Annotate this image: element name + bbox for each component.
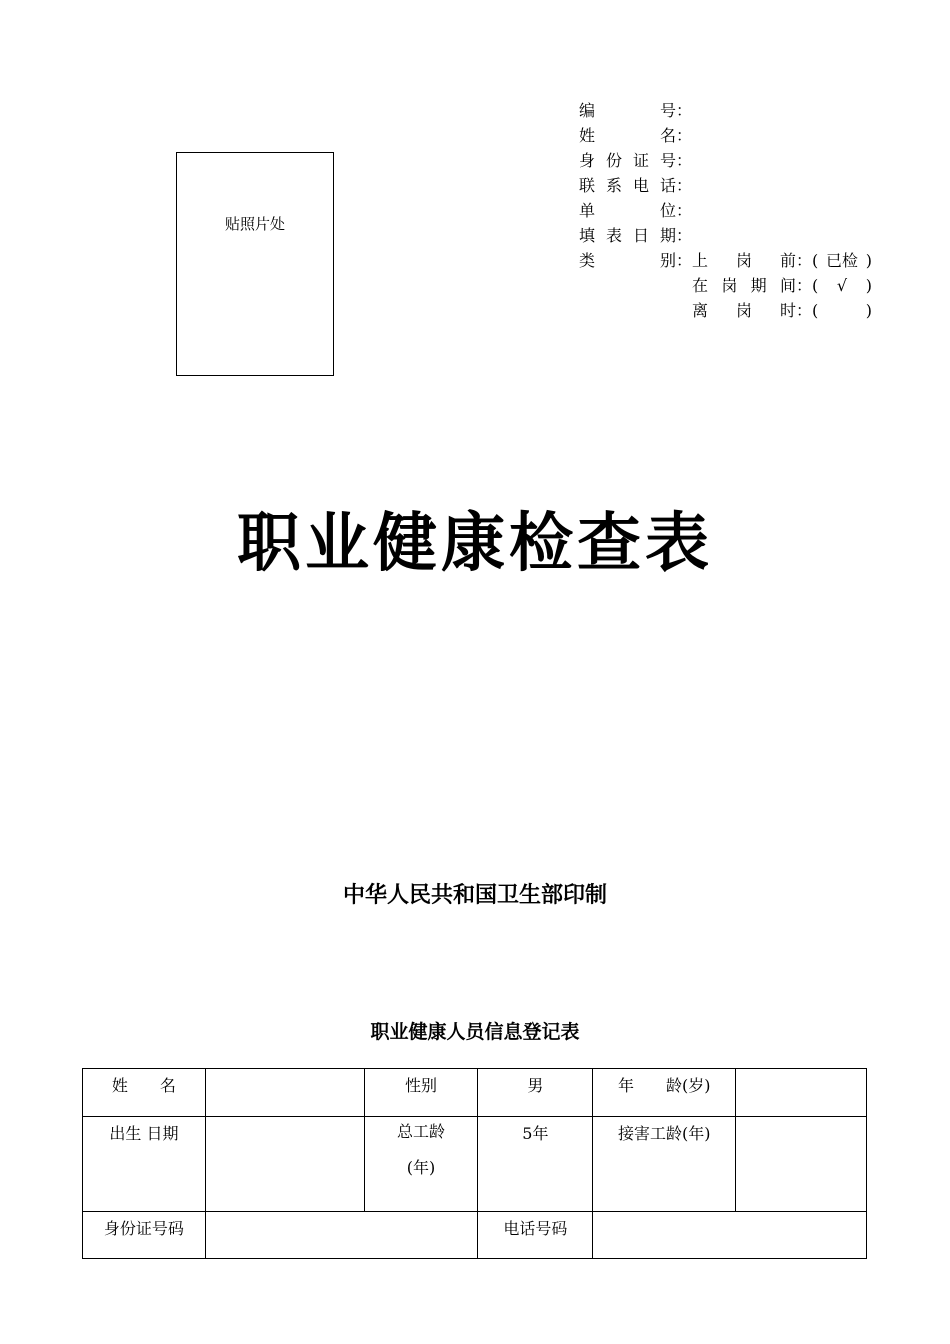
info-label-number: 编号 xyxy=(579,101,676,120)
sex-value[interactable]: 男 xyxy=(478,1069,593,1117)
info-label-unit: 单位 xyxy=(579,201,676,220)
category-list xyxy=(692,248,872,323)
info-row-id: 身份证号 ： xyxy=(579,148,872,173)
total-years-label: 总工龄 (年) xyxy=(364,1117,478,1212)
photo-box xyxy=(176,152,334,376)
age-label: 年 龄(岁) xyxy=(593,1069,736,1117)
table-row xyxy=(83,1212,867,1259)
info-label-name: 姓名 xyxy=(579,126,676,145)
id-label: 身份证号码 xyxy=(83,1212,206,1259)
publisher: 中华人民共和国卫生部印制 xyxy=(342,883,607,908)
photo-label: 贴照片处 xyxy=(224,215,285,233)
info-label-id: 身份证号 xyxy=(579,151,676,170)
phone-value[interactable] xyxy=(593,1212,867,1259)
info-row-name: 姓名 ： xyxy=(579,123,872,148)
name-label: 姓 名 xyxy=(83,1069,206,1117)
category-block: 类别 ： 上岗前 ： ( 已检 ) 在岗期间 ： ( √ ) 离岗时 ： ( ) xyxy=(579,248,872,323)
category-item-pre: 上岗前 ： ( 已检 ) xyxy=(692,248,872,273)
category-name-during: 在岗期间 xyxy=(692,276,797,295)
category-item-post: 离岗时 ： ( ) xyxy=(692,298,872,323)
phone-label: 电话号码 xyxy=(478,1212,593,1259)
info-label-phone: 联系电话 xyxy=(579,176,676,195)
category-item-during: 在岗期间 ： ( √ ) xyxy=(692,273,872,298)
age-value[interactable] xyxy=(736,1069,867,1117)
birth-value[interactable] xyxy=(205,1117,364,1212)
page-title: 职业健康检查表 xyxy=(237,507,713,581)
category-value-during: ( √ ) xyxy=(812,276,873,295)
info-row-phone: 联系电话 ： xyxy=(579,173,872,198)
id-value[interactable] xyxy=(205,1212,478,1259)
info-block xyxy=(579,98,872,323)
info-row-date: 填表日期 ： xyxy=(579,223,872,248)
registration-table xyxy=(82,1068,867,1259)
name-value[interactable] xyxy=(205,1069,364,1117)
table-row xyxy=(83,1069,867,1117)
category-label: 类别 xyxy=(579,251,676,270)
exposure-years-label: 接害工龄(年) xyxy=(593,1117,736,1212)
sex-label: 性别 xyxy=(364,1069,478,1117)
registration-title: 职业健康人员信息登记表 xyxy=(370,1021,580,1043)
category-value-post: ( ) xyxy=(812,301,873,320)
category-name-post: 离岗时 xyxy=(692,301,797,320)
exposure-years-value[interactable] xyxy=(736,1117,867,1212)
table-row xyxy=(83,1117,867,1212)
info-row-number: 编号 ： xyxy=(579,98,872,123)
total-years-value[interactable]: 5年 xyxy=(478,1117,593,1212)
info-row-unit: 单位 ： xyxy=(579,198,872,223)
category-value-pre: ( 已检 ) xyxy=(812,251,873,270)
category-name-pre: 上岗前 xyxy=(692,251,797,270)
birth-label: 出生 日期 xyxy=(83,1117,206,1212)
info-label-date: 填表日期 xyxy=(579,226,676,245)
